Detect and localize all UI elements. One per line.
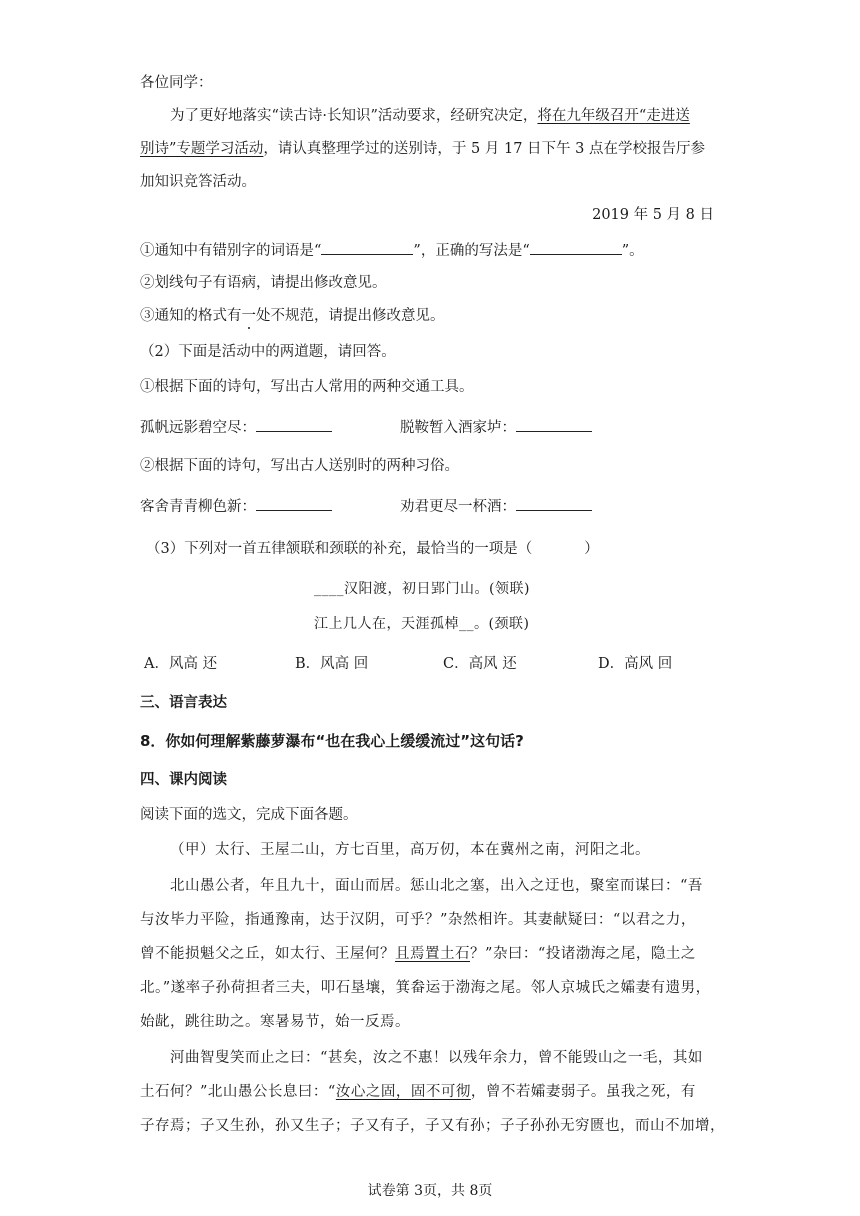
q3-poem-line-1: ____汉阳渡，初日郢门山。(领联): [314, 581, 530, 597]
q3-option-c[interactable]: C．高风 还: [443, 656, 517, 672]
underlined-phrase: 汝心之固，固不可彻: [335, 1084, 471, 1100]
q1-item-2: ②划线句子有语病，请提出修改意见。: [140, 275, 387, 291]
q2-line-1b: 脱鞍暂入酒家垆：: [400, 417, 592, 438]
section-4-title: 四、课内阅读: [140, 772, 227, 788]
answer-blank[interactable]: [530, 240, 622, 255]
answer-blank[interactable]: [256, 496, 332, 511]
q2-sub-1: ①根据下面的诗句，写出古人常用的两种交通工具。: [140, 379, 474, 395]
q2-line-1a: 孤帆远影碧空尽：: [140, 417, 332, 438]
underlined-phrase: 且焉置土石: [395, 946, 470, 962]
section-3-title: 三、语言表达: [140, 695, 227, 711]
q3-option-d[interactable]: D．高风 回: [598, 656, 673, 672]
reading-intro: 阅读下面的选文，完成下面各题。: [140, 807, 358, 823]
notice-body-line-2: 别诗”专题学习活动，请认真整理学过的送别诗，于 5 月 17 日下午 3 点在学校报告厅参: [140, 141, 705, 157]
q2-sub-2: ②根据下面的诗句，写出古人送别时的两种习俗。: [140, 458, 459, 474]
answer-blank[interactable]: [321, 240, 413, 255]
passage-para-3-line-1: 河曲智叟笑而止之曰：“甚矣，汝之不惠！以残年余力，曾不能毁山之一毛，其如: [170, 1050, 703, 1066]
q2-line-2b: 劝君更尽一杯酒：: [400, 496, 592, 517]
q1-item-3: ③通知的格式有一处不规范，请提出修改意见。: [140, 308, 445, 324]
passage-para-2-line-3: 曾不能损魁父之丘，如太行、王屋何？且焉置土石？”杂曰：“投诸渤海之尾，隐土之: [140, 946, 696, 962]
underlined-sentence-cont: 别诗”专题学习活动: [140, 141, 264, 157]
notice-body-line-3: 加知识竞答活动。: [140, 174, 256, 190]
page-footer: 试卷第 3页，共 8页: [367, 1183, 493, 1199]
underlined-sentence: 将在九年级召开“走进送: [537, 108, 690, 124]
passage-para-3-line-3: 子存焉；子又生孙，孙又生子；子又有子，子又有孙；子子孙孙无穷匮也，而山不加增，: [140, 1118, 725, 1134]
q3-intro: （3）下列对一首五律颔联和颈联的补充，最恰当的一项是（ ）: [146, 541, 599, 557]
q2-intro: （2）下面是活动中的两道题，请回答。: [140, 344, 396, 360]
passage-para-2-line-1: 北山愚公者，年且九十，面山而居。惩山北之塞，出入之迂也，聚室而谋曰：“吾: [170, 878, 703, 894]
q2-line-2a: 客舍青青柳色新：: [140, 496, 332, 517]
passage-para-2-line-5: 始龀，跳往助之。寒暑易节，始一反焉。: [140, 1014, 410, 1030]
notice-date: 2019 年 5 月 8 日: [592, 207, 714, 223]
notice-greeting: 各位同学：: [140, 75, 213, 91]
emphasis-dot-char: 一: [241, 308, 256, 324]
passage-para-2-line-2: 与汝毕力平险，指通豫南，达于汉阴，可乎？”杂然相许。其妻献疑曰：“以君之力，: [140, 912, 696, 928]
answer-blank[interactable]: [516, 496, 592, 511]
notice-body-line-1: 为了更好地落实“读古诗·长知识”活动要求，经研究决定，将在九年级召开“走进送: [170, 108, 690, 124]
q1-item-1: ①通知中有错别字的词语是“ ”，正确的写法是“ ”。: [140, 240, 644, 261]
question-8: 8．你如何理解紫藤萝瀑布“也在我心上缓缓流过”这句话?: [140, 732, 524, 750]
passage-para-2-line-4: 北。”遂率子孙荷担者三夫，叩石垦壤，箕畚运于渤海之尾。邻人京城氏之孀妻有遗男，: [140, 980, 711, 996]
passage-para-1: （甲）太行、王屋二山，方七百里，高万仞，本在冀州之南，河阳之北。: [170, 842, 650, 858]
passage-para-3-line-2: 土石何？”北山愚公长息曰：“汝心之固，固不可彻，曾不若孀妻弱子。虽我之死，有: [140, 1084, 696, 1100]
answer-blank[interactable]: [516, 417, 592, 432]
q3-poem-line-2: 江上几人在，天涯孤棹__。(颈联): [314, 616, 530, 632]
q3-option-a[interactable]: A．风高 还: [144, 656, 218, 672]
answer-blank[interactable]: [256, 417, 332, 432]
q3-option-b[interactable]: B．风高 回: [295, 656, 369, 672]
